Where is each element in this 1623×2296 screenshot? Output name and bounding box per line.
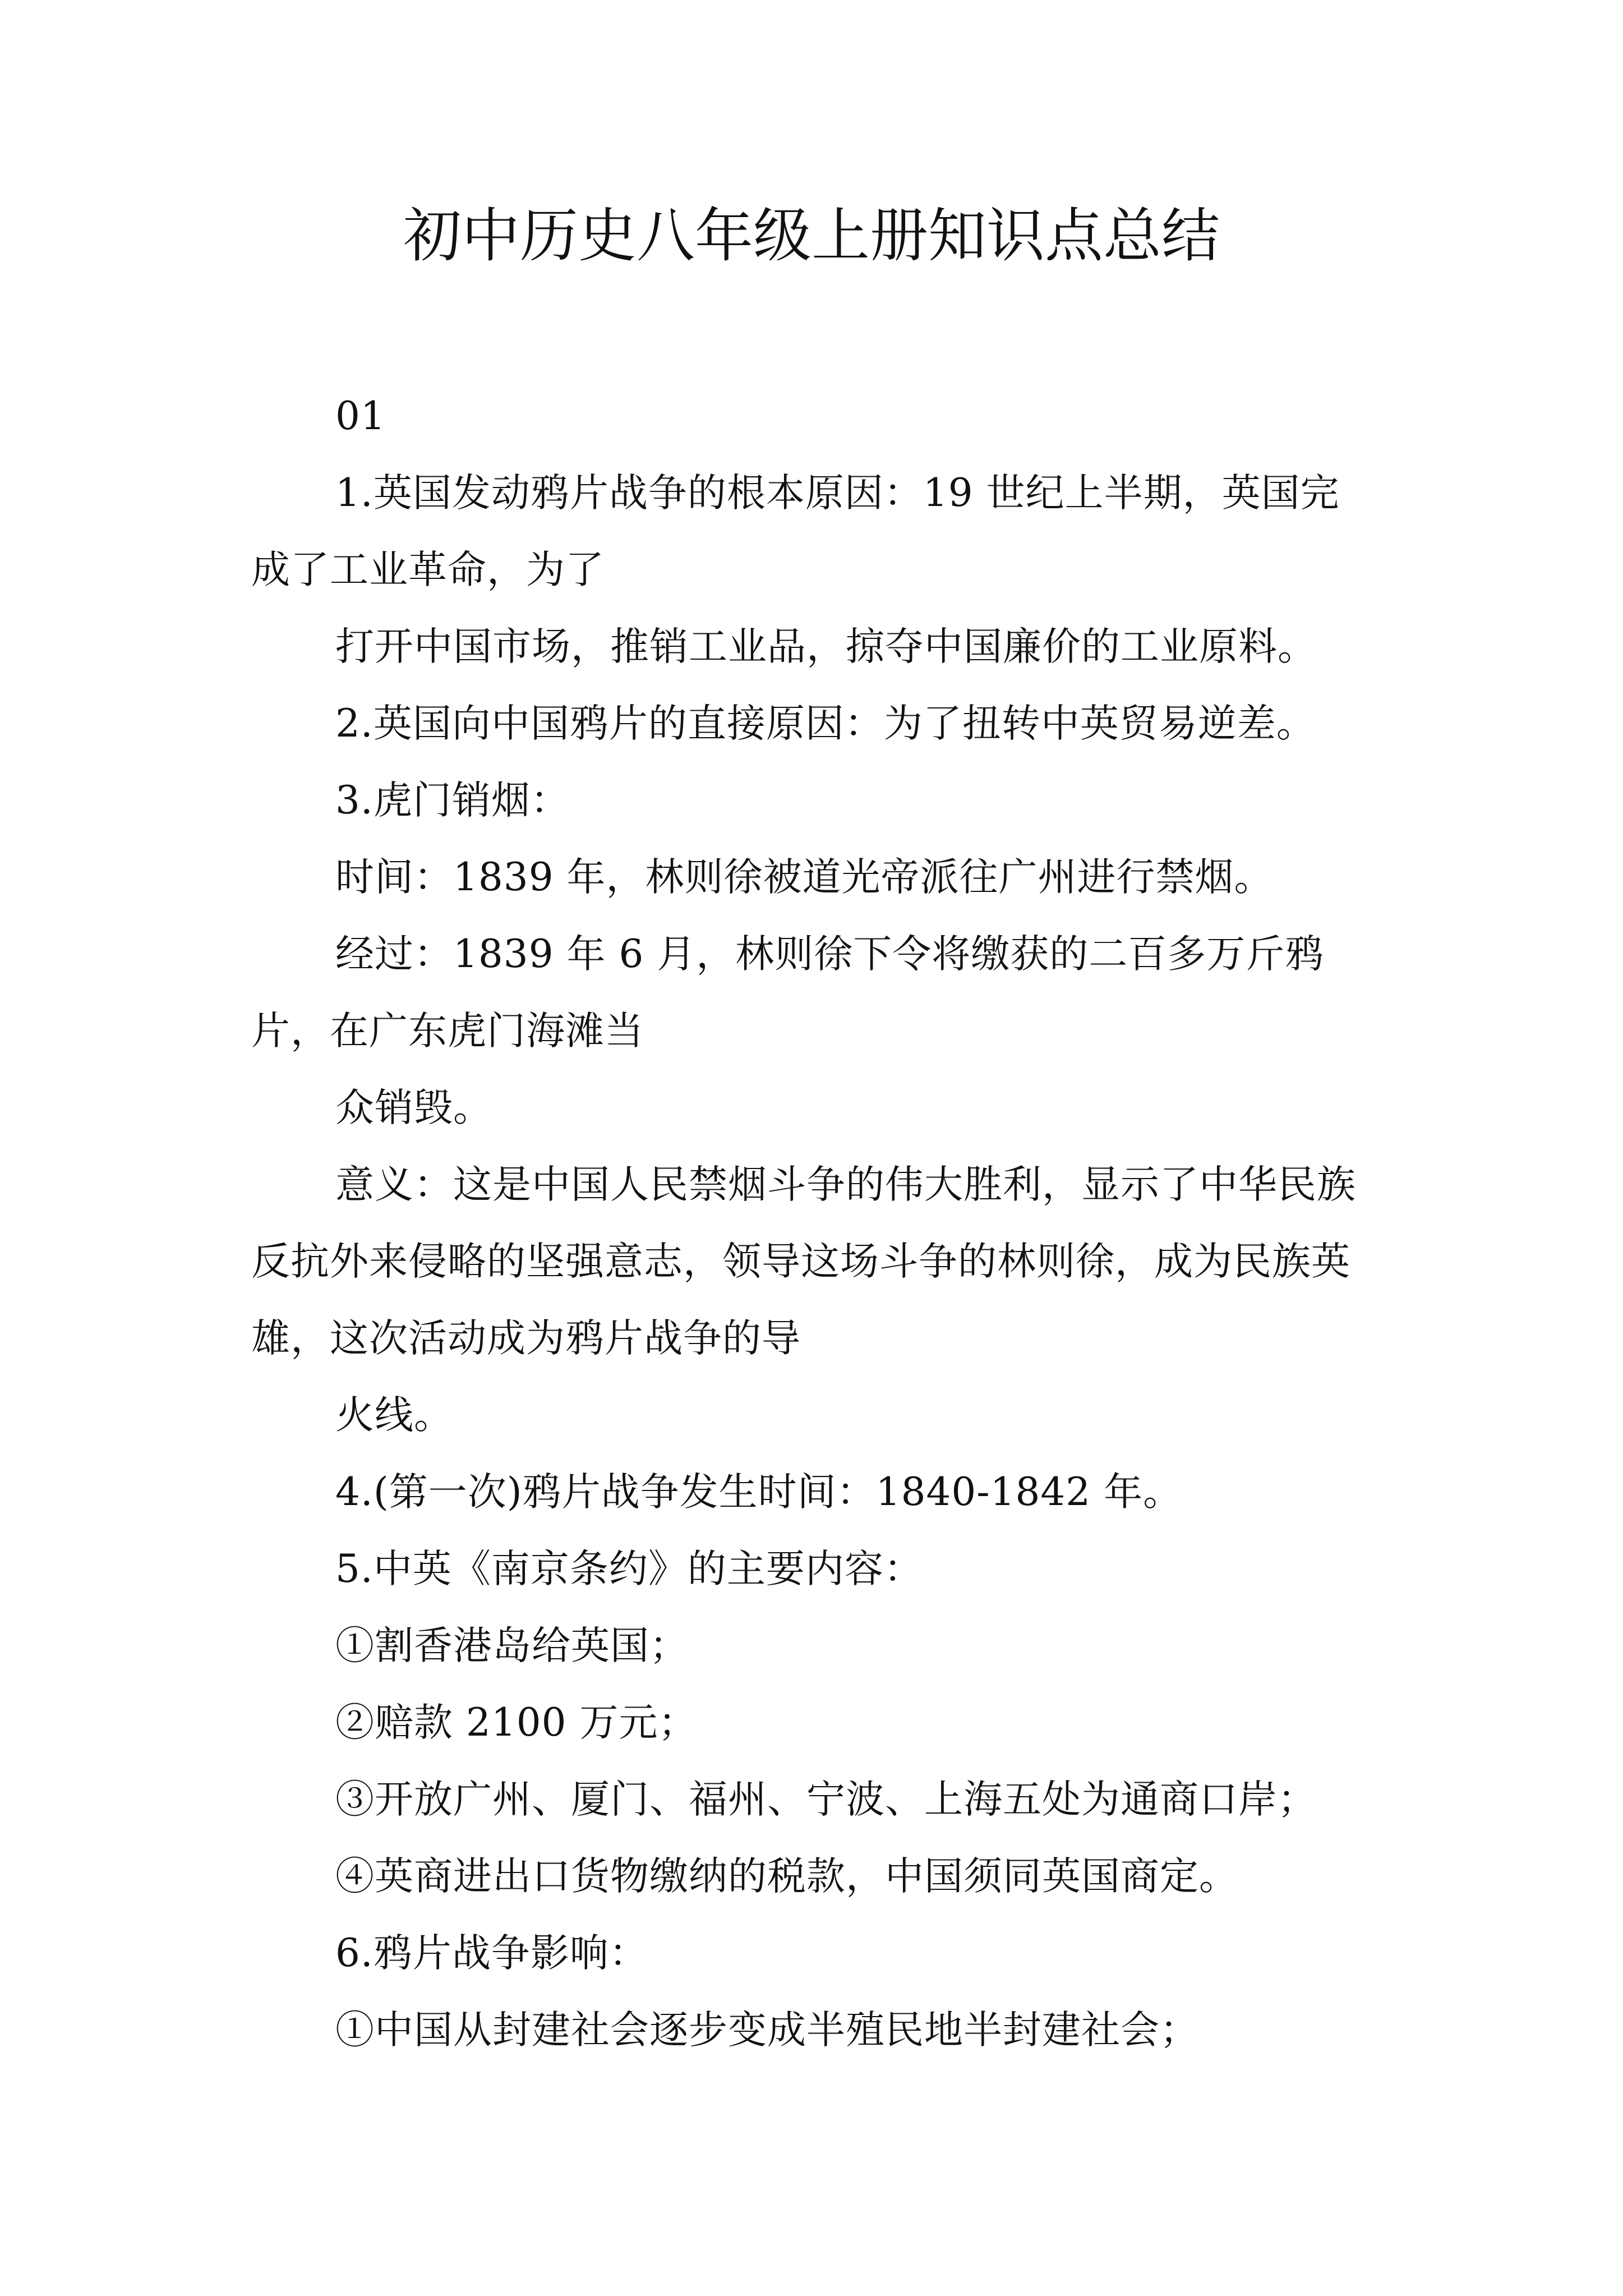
- paragraph-3-significance-continuation: 火线。: [335, 1393, 453, 1438]
- document-body: [251, 378, 1373, 2069]
- paragraph-3-process-continuation: 众销毁。: [335, 1085, 492, 1130]
- document-title: 初中历史八年级上册知识点总结: [403, 201, 1220, 270]
- paragraph-3-significance: 意义：这是中国人民禁烟斗争的伟大胜利，显示了中华民族反抗外来侵略的坚强意志，领导这场斗争的林则徐，成为民族英雄，这次活动成为鸦片战争的导: [251, 1162, 1356, 1361]
- treaty-item-2: ②赔款 2100 万元；: [335, 1700, 698, 1745]
- paragraph-3-process: 经过：1839 年 6 月，林则徐下令将缴获的二百多万斤鸦片，在广东虎门海滩当: [251, 932, 1325, 1053]
- paragraph-1: 1.英国发动鸦片战争的根本原因：19 世纪上半期，英国完成了工业革命，为了: [251, 471, 1340, 592]
- section-number: 01: [335, 394, 386, 439]
- treaty-item-3: ③开放广州、厦门、福州、宁波、上海五处为通商口岸；: [335, 1777, 1317, 1822]
- paragraph-6-heading: 6.鸦片战争影响：: [335, 1931, 648, 1976]
- paragraph-4: 4.(第一次)鸦片战争发生时间：1840-1842 年。: [335, 1470, 1183, 1515]
- paragraph-1-continuation: 打开中国市场，推销工业品，掠夺中国廉价的工业原料。: [335, 624, 1317, 669]
- treaty-item-4: ④英商进出口货物缴纳的税款，中国须同英国商定。: [335, 1854, 1238, 1899]
- impact-item-1: ①中国从封建社会逐步变成半殖民地半封建社会；: [335, 2008, 1199, 2053]
- paragraph-2: 2.英国向中国鸦片的直接原因：为了扭转中英贸易逆差。: [335, 701, 1316, 746]
- paragraph-3-time: 时间：1839 年，林则徐被道光帝派往广州进行禁烟。: [335, 855, 1274, 900]
- treaty-item-1: ①割香港岛给英国；: [335, 1623, 689, 1668]
- paragraph-5-heading: 5.中英《南京条约》的主要内容：: [335, 1547, 923, 1591]
- paragraph-3-heading: 3.虎门销烟：: [335, 778, 570, 823]
